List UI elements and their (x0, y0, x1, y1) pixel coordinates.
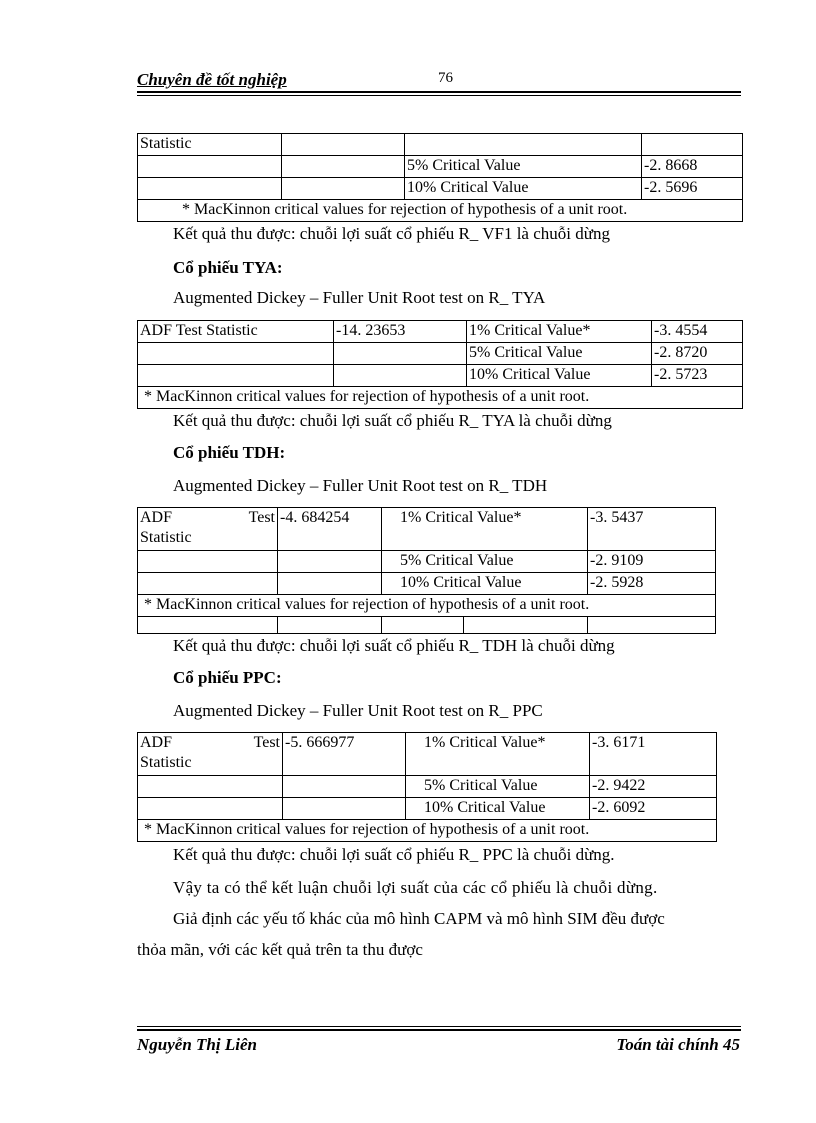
table-cell (283, 776, 406, 798)
cell-text: Statistic (140, 529, 192, 546)
table-note-row (138, 200, 743, 222)
header-title: Chuyên đề tốt nghiệp (137, 70, 287, 89)
footer-rule-thin (137, 1026, 741, 1027)
section-heading-tdh: Cổ phiếu TDH: (173, 443, 286, 462)
table-cell: 10% Critical Value (406, 798, 590, 820)
adf-table-tdh (137, 507, 716, 617)
conclusion-text: Vậy ta có thể kết luận chuỗi lợi suất của các cổ phiếu là chuỗi dừng. (173, 878, 658, 897)
test-title-tdh: Augmented Dickey – Fuller Unit Root test on R_ TDH (173, 476, 548, 495)
table-cell (282, 134, 405, 156)
assumption-line-2: thỏa mãn, với các kết quả trên ta thu được (137, 940, 423, 959)
table-row (138, 343, 743, 365)
footer-rule-thick (137, 1029, 741, 1031)
table-row (138, 798, 717, 820)
table-cell: 5% Critical Value (405, 156, 642, 178)
table-cell: -3. 4554 (652, 321, 743, 343)
table-cell: -3. 6171 (590, 733, 717, 776)
cell-text: ADF (140, 734, 173, 751)
table-cell: -2. 5696 (642, 178, 743, 200)
table-cell: -2. 9109 (588, 551, 716, 573)
table-cell: -2. 6092 (590, 798, 717, 820)
table-row (138, 178, 743, 200)
table-cell (283, 798, 406, 820)
table-cell (282, 178, 405, 200)
table-cell: -3. 5437 (588, 508, 716, 551)
table-row (138, 617, 716, 634)
table-cell (282, 156, 405, 178)
table-cell: -2. 8668 (642, 156, 743, 178)
assumption-line-1: Giả định các yếu tố khác của mô hình CAPM và mô hình SIM đều được (173, 909, 665, 928)
table-cell: 10% Critical Value (467, 365, 652, 387)
table-cell: 10% Critical Value (405, 178, 642, 200)
page-number: 76 (438, 70, 453, 86)
section-heading-ppc: Cổ phiếu PPC: (173, 668, 282, 687)
cell-text: Test (248, 509, 275, 526)
adf-table-ppc (137, 732, 717, 842)
footer-course: Toán tài chính 45 (616, 1035, 740, 1054)
table-cell: -5. 666977 (283, 733, 406, 776)
table-cell (278, 617, 382, 634)
table-note-row (138, 387, 743, 409)
result-tdh: Kết quả thu được: chuỗi lợi suất cổ phiếu R_ TDH là chuỗi dừng (173, 636, 615, 655)
table-row (138, 551, 716, 573)
table-cell: 5% Critical Value (382, 551, 588, 573)
table-cell (464, 617, 588, 634)
cell-text: Test (253, 734, 280, 751)
footer-author: Nguyễn Thị Liên (137, 1035, 257, 1054)
table-cell: -2. 8720 (652, 343, 743, 365)
table-cell (278, 573, 382, 595)
table-cell: -14. 23653 (334, 321, 467, 343)
header-rule-thick (137, 91, 741, 93)
table-cell (138, 156, 282, 178)
table-cell (138, 733, 283, 776)
table-cell (138, 776, 283, 798)
table-row (138, 573, 716, 595)
table-cell (382, 617, 464, 634)
adf-table-tya (137, 320, 743, 409)
table-cell (138, 508, 278, 551)
adf-table-tdh-extra-row (137, 616, 716, 634)
table-note-row (138, 820, 717, 842)
table-row (138, 321, 743, 343)
table-cell (138, 365, 334, 387)
table-row (138, 508, 716, 551)
table-row (138, 365, 743, 387)
table-row (138, 776, 717, 798)
header-rule-thin (137, 95, 741, 96)
table-cell (138, 178, 282, 200)
table-note-row (138, 595, 716, 617)
table-cell: 5% Critical Value (406, 776, 590, 798)
table-cell: 5% Critical Value (467, 343, 652, 365)
table-cell: 1% Critical Value* (406, 733, 590, 776)
table-cell (138, 551, 278, 573)
table-cell: ADF Test Statistic (138, 321, 334, 343)
table-note: * MacKinnon critical values for rejection of hypothesis of a unit root. (138, 387, 743, 409)
table-cell: -2. 5928 (588, 573, 716, 595)
table-cell (138, 617, 278, 634)
table-cell: 10% Critical Value (382, 573, 588, 595)
test-title-ppc: Augmented Dickey – Fuller Unit Root test on R_ PPC (173, 701, 543, 720)
result-vf1: Kết quả thu được: chuỗi lợi suất cổ phiếu R_ VF1 là chuỗi dừng (173, 224, 610, 243)
table-cell: 1% Critical Value* (467, 321, 652, 343)
table-cell (334, 343, 467, 365)
table-cell: Statistic (138, 134, 282, 156)
table-note: * MacKinnon critical values for rejection of hypothesis of a unit root. (138, 595, 716, 617)
cell-text: Statistic (140, 754, 192, 771)
result-ppc: Kết quả thu được: chuỗi lợi suất cổ phiếu R_ PPC là chuỗi dừng. (173, 845, 615, 864)
table-cell (405, 134, 642, 156)
cell-text: ADF (140, 509, 173, 526)
table-cell (138, 573, 278, 595)
result-tya: Kết quả thu được: chuỗi lợi suất cổ phiếu R_ TYA là chuỗi dừng (173, 411, 612, 430)
table-cell (138, 798, 283, 820)
table-row (138, 134, 743, 156)
table-cell: -2. 5723 (652, 365, 743, 387)
table-cell: -2. 9422 (590, 776, 717, 798)
table-note: * MacKinnon critical values for rejection of hypothesis of a unit root. (138, 820, 717, 842)
table-cell: -4. 684254 (278, 508, 382, 551)
table-row (138, 156, 743, 178)
table-cell: 1% Critical Value* (382, 508, 588, 551)
table-cell (278, 551, 382, 573)
table-cell (642, 134, 743, 156)
table-row (138, 733, 717, 776)
table-cell (588, 617, 716, 634)
adf-table-vf1 (137, 133, 743, 222)
table-note: * MacKinnon critical values for rejection of hypothesis of a unit root. (138, 200, 743, 222)
table-cell (138, 343, 334, 365)
test-title-tya: Augmented Dickey – Fuller Unit Root test on R_ TYA (173, 288, 546, 307)
table-cell (334, 365, 467, 387)
section-heading-tya: Cổ phiếu TYA: (173, 258, 283, 277)
